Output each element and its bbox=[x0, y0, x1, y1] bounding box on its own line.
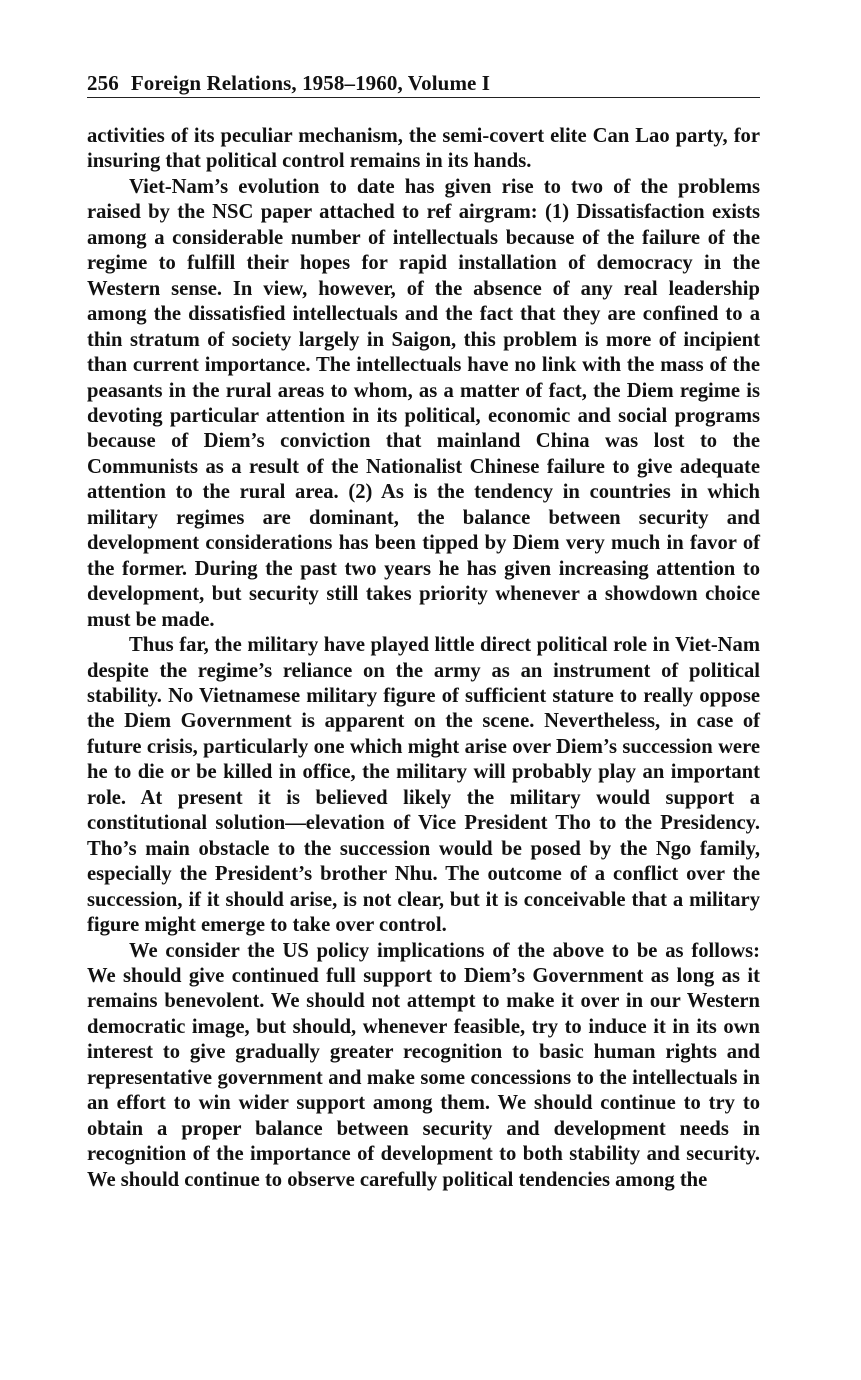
document-page bbox=[87, 70, 760, 1193]
paragraph-military: Thus far, the military have played little direct political role in Viet-Nam despite the regime’s reliance on the army as an instrument of political stability. No Vietnamese military figure of sufficient stature to really oppose the Diem Government is apparent on the scene. Nevertheless, in case of future crisis, particularly one which might arise over Diem’s succession were he to die or be killed in office, the military will probably play an important role. At present it is believed likely the military would support a constitutional solution—elevation of Vice President Tho to the Presidency. Tho’s main obstacle to the succession would be posed by the Ngo family, especially the President’s brother Nhu. The outcome of a conflict over the succession, if it should arise, is not clear, but it is conceivable that a military figure might emerge to take over control. bbox=[87, 634, 760, 937]
running-header bbox=[87, 70, 760, 98]
paragraph-evolution: Viet-Nam’s evolution to date has given rise to two of the problems raised by the NSC paper attached to ref airgram: (1) Dissatisfaction exists among a considerable number of intellectuals because of the failure of the regime to fulfill their hopes for rapid installation of democracy in the Western sense. In view, however, of the absence of any real leadership among the dissatisfied intellectuals and the fact that they are confined to a thin stratum of society largely in Saigon, this problem is more of incipient than current importance. The intellectuals have no link with the mass of the peasants in the rural areas to whom, as a matter of fact, the Diem regime is devoting particular attention in its political, economic and social programs because of Diem’s conviction that mainland China was lost to the Communists as a result of the Nationalist Chinese failure to give adequate attention to the rural area. (2) As is the tendency in countries in which military regimes are dominant, the balance between security and development considerations has been tipped by Diem very much in favor of the former. During the past two years he has given increasing attention to development, but security still takes priority whenever a showdown choice must be made. bbox=[87, 175, 760, 631]
paragraph-policy-implications: We consider the US policy implications of the above to be as follows: We should give continued full support to Diem’s Government as long as it remains benevolent. We should not attempt to make it over in our Western democratic image, but should, whenever feasible, try to induce it in its own interest to give gradually greater recognition to basic human rights and representative government and make some concessions to the intellectuals in an effort to win wider support among them. We should continue to try to obtain a proper balance between security and development needs in recognition of the importance of development to both stability and security. We should continue to observe carefully political tendencies among the bbox=[87, 939, 760, 1191]
running-title: Foreign Relations, 1958–1960, Volume I bbox=[130, 71, 491, 95]
page-number: 256 bbox=[87, 71, 119, 95]
body-text bbox=[87, 124, 760, 1193]
paragraph-continuation: activities of its peculiar mechanism, the semi-covert elite Can Lao party, for insuring that political control remains in its hands. bbox=[87, 125, 760, 173]
